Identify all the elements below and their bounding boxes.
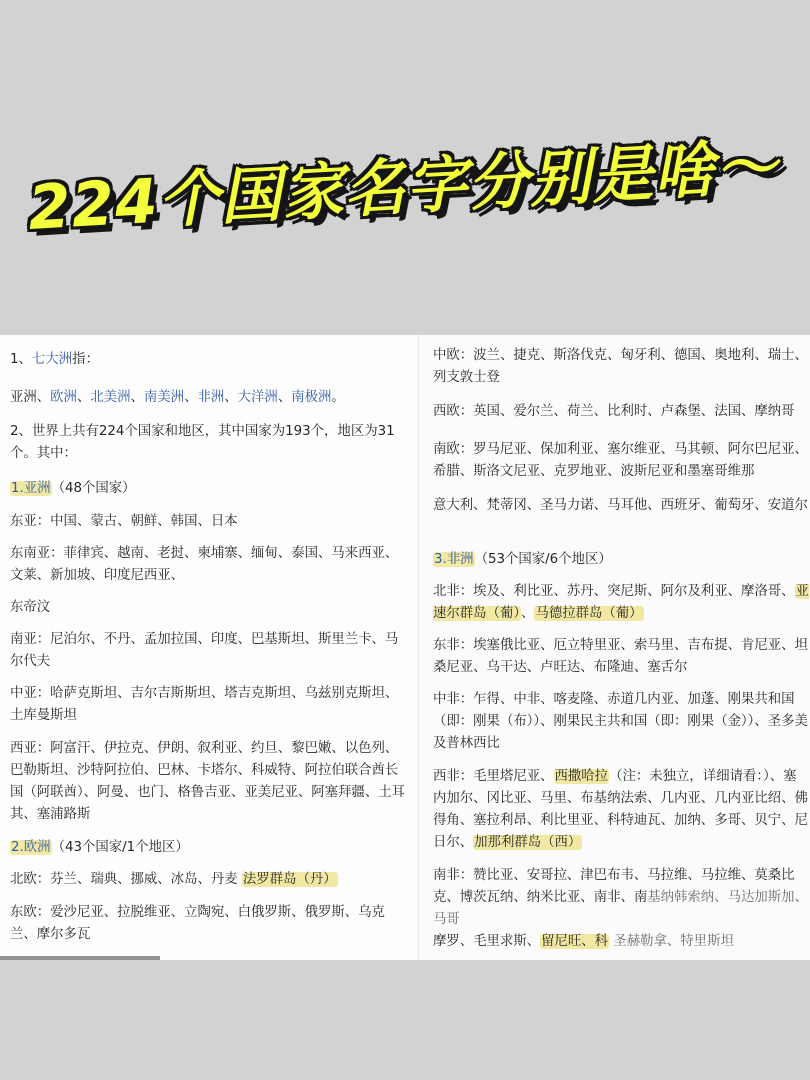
- continent-north-america: 北美洲: [90, 390, 131, 405]
- country-count-text: 2、世界上共有224个国家和地区，其中国家为193个，地区为31个。其中：: [10, 424, 395, 461]
- west-africa-line: 西非：毛里塔尼亚、西撒哈拉（注：未独立，详细请看：）、塞内加尔、冈比亚、马里、布基纳法索、几内亚、几内亚比绍、佛得角、塞拉利昂、利比里亚、科特迪瓦、加纳、多哥、贝宁、尼日尔、加那利群岛（西）: [433, 769, 808, 850]
- continent-antarctica: 南极洲: [291, 390, 332, 405]
- south-europe-line-2: 意大利、梵蒂冈、圣马力诺、马耳他、西班牙、葡萄牙、安道尔: [433, 498, 808, 513]
- left-column: [0, 335, 418, 960]
- south-africa-line: 南非：赞比亚、安哥拉、津巴布韦、马拉维、马拉维、莫桑比克、博茨瓦纳、纳米比亚、南非、南基纳韩索纳、马达加斯加、马哥 摩罗、毛里求斯、留尼旺、科 圣赫勒拿、特里斯坦: [433, 868, 808, 949]
- bottom-background: [0, 960, 810, 1080]
- continent-africa: 非洲: [197, 390, 225, 405]
- continent-oceania: 大洋洲: [237, 390, 278, 405]
- central-africa-line: 中非：乍得、中非、喀麦隆、赤道几内亚、加蓬、刚果共和国（即：刚果（布））、刚果民主共和国（即：刚果（金））、圣多美及普林西比: [433, 692, 808, 751]
- continent-list: 亚洲、欧洲、北美洲、南美洲、非洲、大洋洲、南极洲。: [10, 390, 345, 405]
- europe-heading: 2.欧洲（43个国家/1个地区）: [11, 840, 189, 855]
- page-title: 224个国家名字分别是啥～: [26, 131, 780, 244]
- west-europe-line: 西欧：英国、爱尔兰、荷兰、比利时、卢森堡、法国、摩纳哥: [433, 404, 795, 419]
- central-asia-line: 中亚：哈萨克斯坦、吉尔吉斯斯坦、塔吉克斯坦、乌兹别克斯坦、土库曼斯坦: [10, 686, 399, 723]
- east-africa-line: 东非：埃塞俄比亚、厄立特里亚、索马里、吉布提、肯尼亚、坦桑尼亚、乌干达、卢旺达、布隆迪、塞舌尔: [433, 638, 808, 675]
- continent-south-america: 南美洲: [143, 390, 185, 405]
- continent-europe: 欧洲: [50, 390, 77, 405]
- africa-heading: 3.非洲（53个国家/6个地区）: [434, 552, 612, 567]
- south-asia-line: 南亚：尼泊尔、不丹、孟加拉国、印度、巴基斯坦、斯里兰卡、马尔代夫: [10, 632, 399, 669]
- title-banner: [0, 0, 810, 335]
- east-asia-line: 东亚：中国、蒙古、朝鲜、韩国、日本: [10, 514, 238, 529]
- east-europe-line: 东欧：爱沙尼亚、拉脱维亚、立陶宛、白俄罗斯、俄罗斯、乌克兰、摩尔多瓦: [10, 905, 385, 942]
- seven-continents-heading: 1、七大洲指：: [10, 352, 99, 367]
- west-asia-line: 西亚：阿富汗、伊拉克、伊朗、叙利亚、约旦、黎巴嫩、以色列、巴勒斯坦、沙特阿拉伯、巴林、卡塔尔、科威特、阿拉伯联合酋长国（阿联酋）、阿曼、也门、格鲁吉亚、亚美尼亚、阿塞拜疆、土耳其、塞浦路斯: [10, 741, 406, 822]
- central-europe-line: 中欧：波兰、捷克、斯洛伐克、匈牙利、德国、奥地利、瑞士、列支敦士登: [433, 348, 808, 385]
- asia-heading: 1.亚洲（48个国家）: [11, 481, 136, 496]
- south-europe-line: 南欧：罗马尼亚、保加利亚、塞尔维亚、马其顿、阿尔巴尼亚、希腊、斯洛文尼亚、克罗地亚、波斯尼亚和墨塞哥维那: [433, 442, 808, 479]
- north-europe-line: 北欧：芬兰、瑞典、挪威、冰岛、丹麦 法罗群岛（丹）: [10, 872, 337, 887]
- document-photo: [0, 335, 810, 960]
- southeast-asia-line: 东南亚：菲律宾、越南、老挝、柬埔寨、缅甸、泰国、马来西亚、文莱、新加坡、印度尼西亚、: [10, 546, 399, 583]
- right-column: [418, 335, 810, 960]
- east-timor-line: 东帝汶: [10, 600, 51, 615]
- continent-asia: 亚洲: [10, 390, 37, 405]
- north-africa-line: 北非：埃及、利比亚、苏丹、突尼斯、阿尔及利亚、摩洛哥、亚速尔群岛（葡）、马德拉群岛（葡）: [433, 584, 809, 621]
